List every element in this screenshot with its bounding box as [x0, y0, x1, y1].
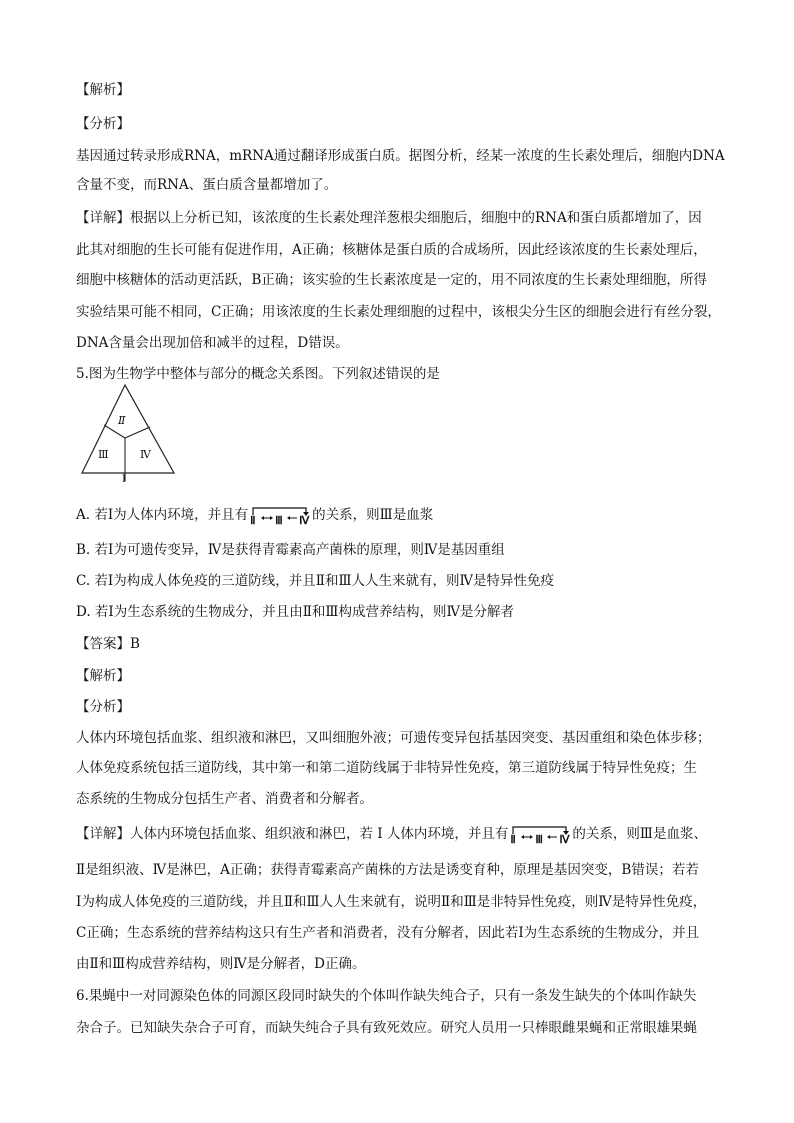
arrow-label-a: Ⅱ — [510, 833, 516, 846]
triangle-svg — [80, 380, 180, 484]
divider-right — [125, 427, 150, 438]
detail-text-post: 的关系，则Ⅲ是血浆、 — [572, 826, 707, 842]
paragraph-line: 态系统的生物成分包括生产者、消费者和分解者。 — [76, 791, 373, 807]
paragraph-line: 由Ⅱ和Ⅲ构成营养结构，则Ⅳ是分解者，D正确。 — [76, 956, 366, 972]
triangle-outline — [82, 385, 174, 473]
option-a-text-pre: A. 若Ⅰ为人体内环境，并且有 — [76, 507, 249, 523]
section-label-fenxi: 【分析】 — [76, 116, 130, 132]
paragraph-line: Ⅰ为构成人体免疫的三道防线，并且Ⅱ和Ⅲ人人生来就有，说明Ⅱ和Ⅲ是非特异性免疫，则Ⅳ是特异性免疫， — [76, 894, 707, 910]
paragraph-line: 人体内环境包括血浆、组织液和淋巴，又叫细胞外液；可遗传变异包括基因突变、基因重组和染色体步移； — [76, 730, 711, 746]
arrow-label-b: Ⅲ — [275, 514, 283, 527]
arrow-label-a: Ⅱ — [250, 514, 256, 527]
detail-text-pre: 【详解】人体内环境包括血浆、组织液和淋巴，若 Ⅰ 人体内环境，并且有 — [76, 826, 509, 842]
region-label-bottom: Ⅰ — [122, 474, 126, 485]
option-b: B. 若Ⅰ为可遗传变异，Ⅳ是获得青霉素高产菌株的原理，则Ⅳ是基因重组 — [76, 542, 505, 558]
option-a-text-post: 的关系，则Ⅲ是血浆 — [312, 507, 434, 523]
concept-triangle-diagram — [80, 380, 180, 484]
relation-arrow-figure — [250, 507, 310, 525]
option-d: D. 若Ⅰ为生态系统的生物成分，并且由Ⅱ和Ⅲ构成营养结构，则Ⅳ是分解者 — [76, 604, 514, 620]
arrow-label-c: Ⅳ — [299, 514, 309, 527]
question-6-stem-cont: 杂合子。已知缺失杂合子可育，而缺失纯合子具有致死效应。研究人员用一只棒眼雌果蝇和正常眼雄果蝇 — [76, 1020, 697, 1036]
section-label-analysis: 【解析】 — [76, 82, 130, 98]
paragraph-line: DNA含量会出现加倍和减半的过程，D错误。 — [76, 335, 349, 351]
section-label-fenxi: 【分析】 — [76, 699, 130, 715]
section-label-analysis: 【解析】 — [76, 668, 130, 684]
paragraph-line: C正确；生态系统的营养结构这只有生产者和消费者，没有分解者，因此若Ⅰ为生态系统的生物成分，并且 — [76, 925, 700, 941]
arrow-label-b: Ⅲ — [535, 833, 543, 846]
paragraph-line: 细胞中核糖体的活动更活跃，B正确；该实验的生长素浓度是一定的，用不同浓度的生长素处理细胞，所得 — [76, 272, 707, 288]
answer-line: 【答案】B — [76, 636, 140, 652]
region-label-top: Ⅱ — [118, 414, 126, 427]
paragraph-line: 【详解】根据以上分析已知，该浓度的生长素处理洋葱根尖细胞后，细胞中的RNA和蛋白质都增加了，因 — [76, 210, 702, 226]
paragraph-line: 人体免疫系统包括三道防线，其中第一和第二道防线属于非特异性免疫，第三道防线属于特异性免疫；生 — [76, 760, 697, 776]
paragraph-line: 实验结果可能不相同，C正确；用该浓度的生长素处理细胞的过程中，该根尖分生区的细胞会进行有丝分裂， — [76, 304, 721, 320]
region-label-right: Ⅳ — [140, 448, 151, 461]
detail-line-with-arrow — [76, 824, 726, 844]
paragraph-line: 基因通过转录形成RNA，mRNA通过翻译形成蛋白质。据图分析，经某一浓度的生长素处理后，细胞内DNA — [76, 148, 725, 164]
region-label-left: Ⅲ — [98, 448, 109, 461]
paragraph-line: Ⅱ是组织液、Ⅳ是淋巴，A正确；获得青霉素高产菌株的方法是诱变育种，原理是基因突变，B错误；若若 — [76, 862, 699, 878]
question-5-stem: 5.图为生物学中整体与部分的概念关系图。下列叙述错误的是 — [76, 366, 440, 382]
paragraph-line: 含量不变，而RNA、蛋白质含量都增加了。 — [76, 177, 338, 193]
option-a — [76, 505, 726, 525]
arrow-label-c: Ⅳ — [559, 833, 570, 846]
paragraph-line: 此其对细胞的生长可能有促进作用，A正确；核糖体是蛋白质的合成场所，因此经该浓度的生长素处理后， — [76, 242, 707, 258]
question-6-stem: 6.果蝇中一对同源染色体的同源区段同时缺失的个体叫作缺失纯合子，只有一条发生缺失的个体叫作缺失 — [76, 988, 697, 1004]
relation-arrow-figure — [510, 826, 570, 844]
option-c: C. 若Ⅰ为构成人体免疫的三道防线，并且Ⅱ和Ⅲ人人生来就有，则Ⅳ是特异性免疫 — [76, 573, 554, 589]
